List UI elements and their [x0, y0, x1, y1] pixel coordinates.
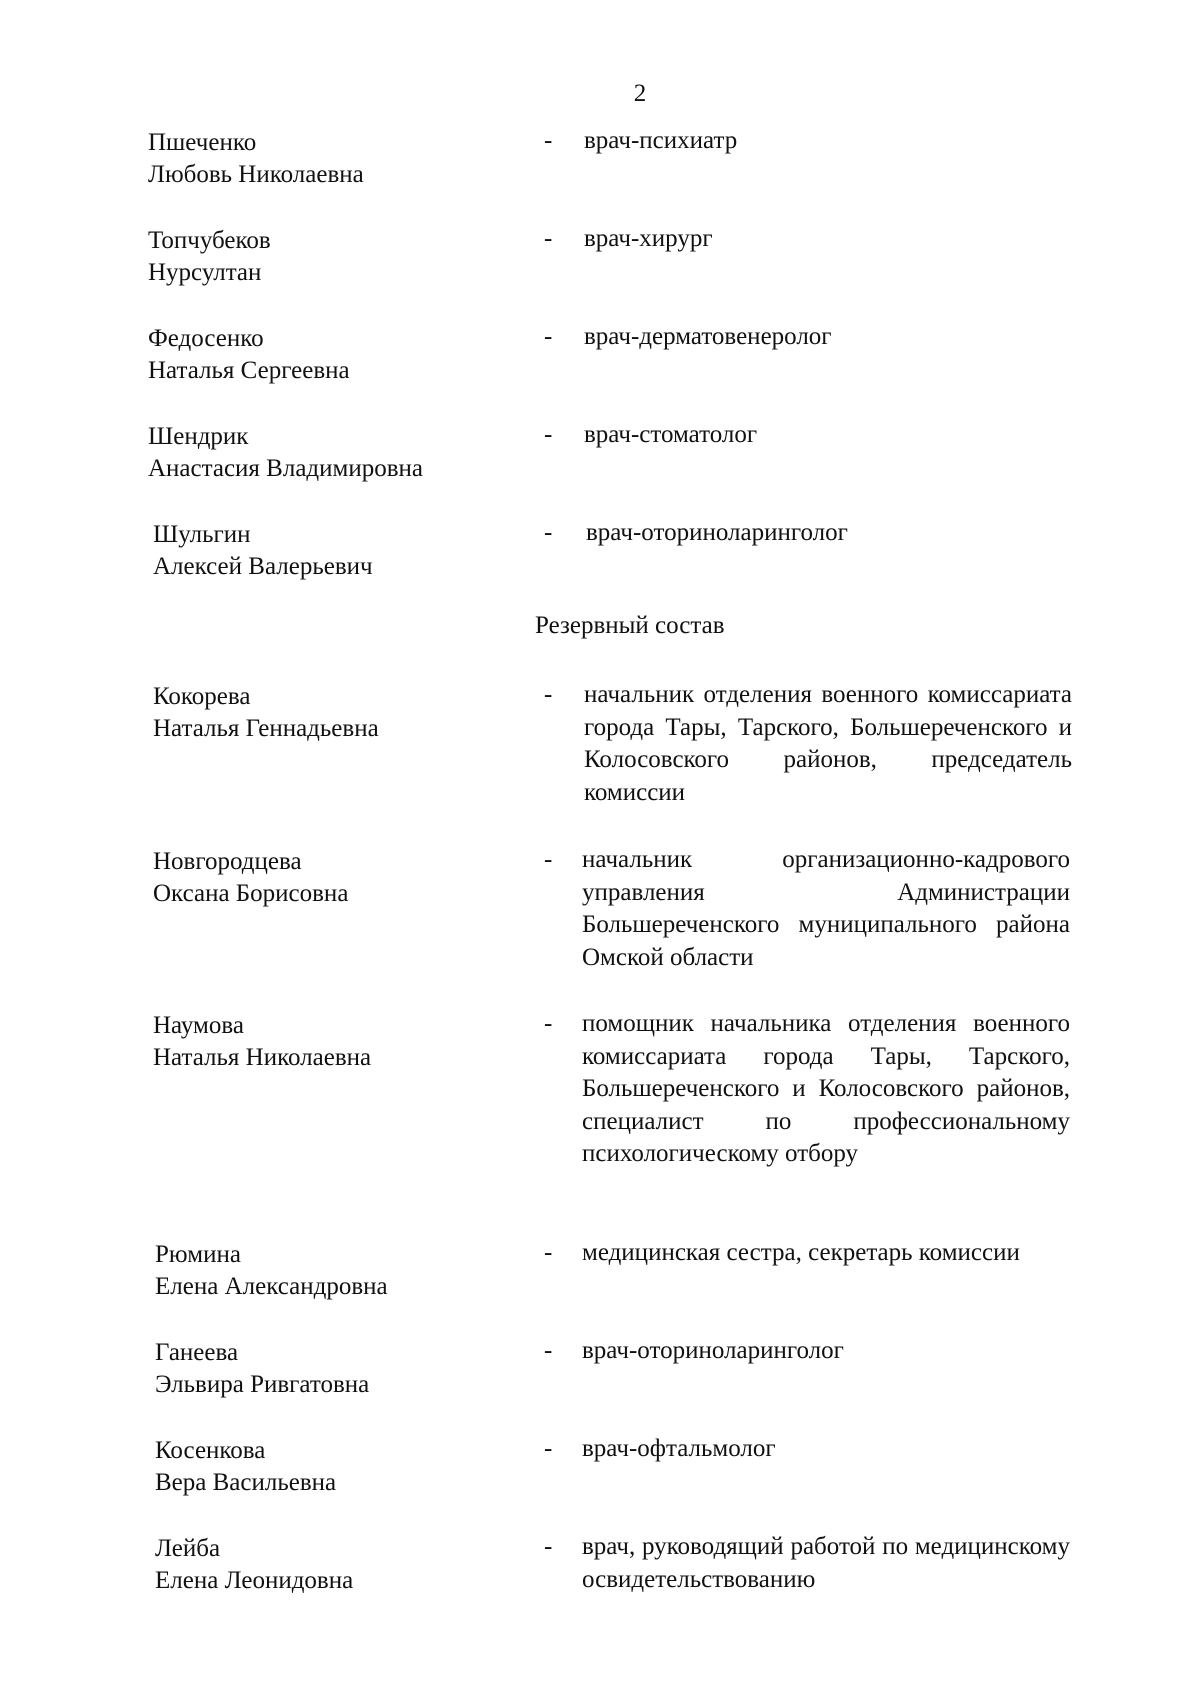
- member-role: медицинская сестра, секретарь комиссии: [582, 1239, 1020, 1266]
- dash-separator: -: [544, 681, 553, 708]
- dash-separator: -: [544, 1239, 553, 1266]
- reserve-section-heading: Резервный состав: [535, 612, 725, 639]
- member-surname: Новгородцева: [153, 848, 302, 875]
- member-given-name: Любовь Николаевна: [148, 161, 364, 188]
- member-given-name: Елена Александровна: [155, 1273, 388, 1300]
- member-role: врач-оториноларинголог: [582, 1337, 844, 1364]
- member-role: врач-психиатр: [584, 127, 738, 154]
- dash-separator: -: [544, 519, 553, 546]
- member-surname: Пшеченко: [148, 129, 257, 156]
- member-surname: Топчубеков: [148, 227, 271, 254]
- member-surname: Федосенко: [148, 325, 264, 352]
- member-role: помощник начальника отделения военного комиссариата города Тары, Тарского, Большереченского и Колосовского районов, специалист по профессиональному психологическому отбору: [582, 1010, 1070, 1167]
- member-role: начальник отделения военного комиссариата города Тары, Тарского, Большереченского и Колосовского районов, председатель комиссии: [584, 681, 1072, 806]
- dash-separator: -: [544, 1337, 553, 1364]
- member-role: врач-стоматолог: [584, 421, 758, 448]
- member-role: врач-офтальмолог: [582, 1435, 776, 1462]
- member-role: начальник организационно-кадрового управления Администрации Большереченского муниципального района Омской области: [582, 846, 1070, 971]
- dash-separator: -: [544, 225, 553, 252]
- member-given-name: Алексей Валерьевич: [153, 553, 373, 580]
- member-surname: Косенкова: [155, 1437, 266, 1464]
- member-surname: Лейба: [155, 1535, 221, 1562]
- member-role: врач-хирург: [584, 225, 713, 252]
- member-given-name: Наталья Геннадьевна: [153, 715, 379, 742]
- member-given-name: Оксана Борисовна: [153, 880, 349, 907]
- member-surname: Рюмина: [155, 1241, 241, 1268]
- member-given-name: Наталья Сергеевна: [148, 357, 350, 384]
- member-surname: Наумова: [153, 1012, 244, 1039]
- member-role: врач, руководящий работой по медицинскому освидетельствованию: [582, 1533, 1070, 1593]
- page-number: 2: [633, 80, 647, 107]
- dash-separator: -: [544, 1435, 553, 1462]
- member-role: врач-оториноларинголог: [586, 519, 848, 546]
- member-surname: Шульгин: [153, 521, 251, 548]
- member-surname: Шендрик: [148, 423, 249, 450]
- dash-separator: -: [544, 1533, 553, 1560]
- member-given-name: Вера Васильевна: [155, 1469, 337, 1496]
- dash-separator: -: [544, 323, 553, 350]
- dash-separator: -: [544, 1010, 553, 1037]
- member-surname: Ганеева: [155, 1339, 239, 1366]
- dash-separator: -: [544, 127, 553, 154]
- member-given-name: Наталья Николаевна: [153, 1044, 372, 1071]
- dash-separator: -: [544, 421, 553, 448]
- member-role: врач-дерматовенеролог: [584, 323, 832, 350]
- member-given-name: Анастасия Владимировна: [148, 455, 423, 482]
- member-surname: Кокорева: [153, 683, 251, 710]
- dash-separator: -: [544, 846, 553, 873]
- member-given-name: Нурсултан: [148, 259, 262, 286]
- member-given-name: Эльвира Ривгатовна: [155, 1371, 370, 1398]
- member-given-name: Елена Леонидовна: [155, 1567, 354, 1594]
